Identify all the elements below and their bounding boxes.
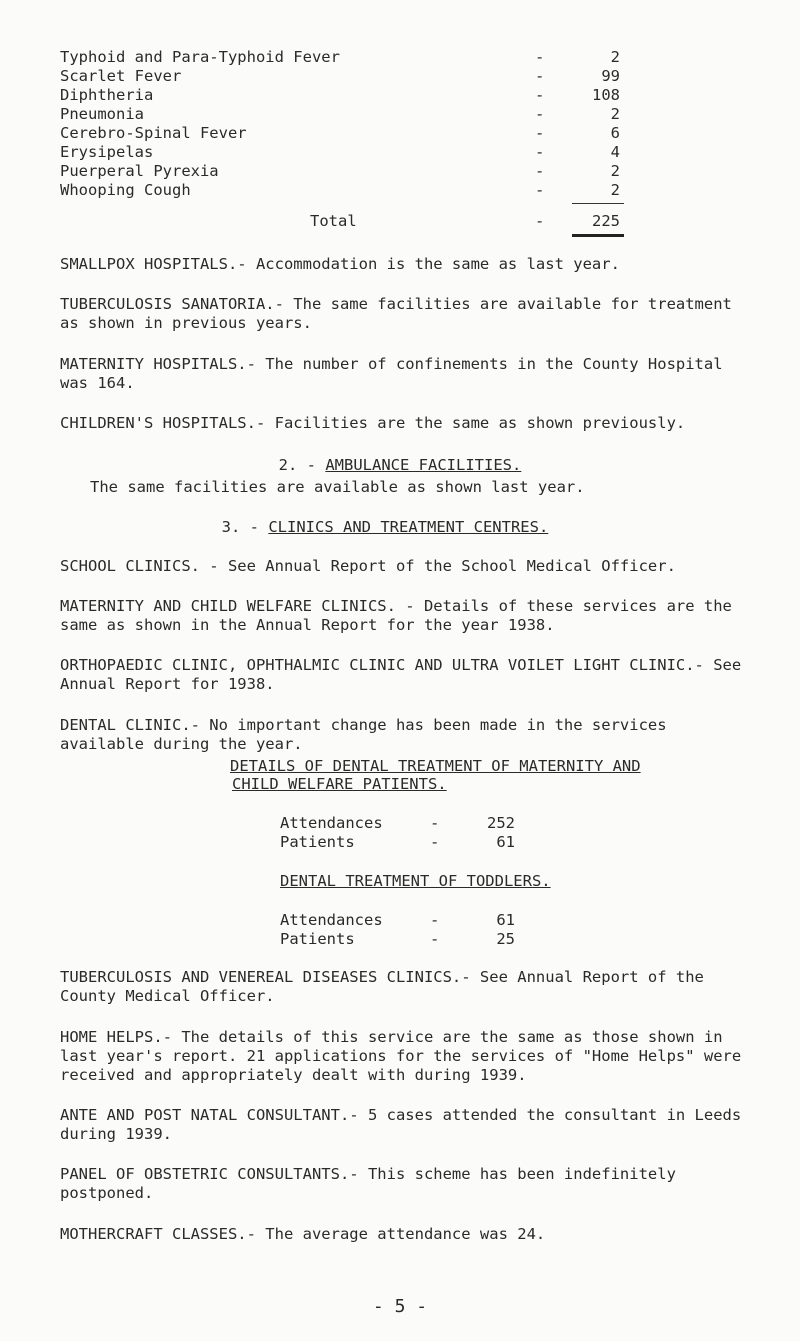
dash: -: [535, 181, 545, 199]
disease-count: 108: [592, 86, 620, 104]
stat-value: 252: [487, 814, 515, 832]
disease-name: Diphtheria: [60, 86, 154, 104]
stat-value: 61: [496, 911, 515, 929]
disease-count: 2: [610, 181, 620, 199]
table-row: [60, 86, 620, 105]
school-clinics-paragraph: SCHOOL CLINICS. - See Annual Report of the School Medical Officer.: [60, 557, 676, 575]
heading-number: 2. -: [278, 456, 326, 474]
total-label: Total: [310, 212, 357, 230]
mothercraft-paragraph: MOTHERCRAFT CLASSES.- The average attendance was 24.: [60, 1225, 546, 1243]
disease-name: Pneumonia: [60, 105, 144, 123]
dash: -: [430, 814, 440, 832]
obstetric-panel-paragraph: PANEL OF OBSTETRIC CONSULTANTS.- This scheme has been indefinitely postponed.: [60, 1165, 676, 1202]
stat-value: 25: [496, 930, 515, 948]
heading-title: AMBULANCE FACILITIES.: [325, 456, 522, 474]
table-row: [60, 181, 620, 200]
home-helps-paragraph: HOME HELPS.- The details of this service are the same as those shown in last year's report. 21 applications for the services of "Home Helps" were received and appropriately dealt with during 1939.: [60, 1028, 742, 1084]
disease-name: Puerperal Pyrexia: [60, 162, 219, 180]
table-total-row: [60, 212, 620, 231]
stat-label: Patients: [280, 833, 355, 851]
disease-name: Typhoid and Para-Typhoid Fever: [60, 48, 340, 66]
maternity-paragraph: MATERNITY HOSPITALS.- The number of confinements in the County Hospital was 164.: [60, 355, 723, 392]
page-number: - 5 -: [372, 1296, 428, 1317]
total-count: 225: [592, 212, 620, 230]
dental-mcw-heading-line1: DETAILS OF DENTAL TREATMENT OF MATERNITY AND: [230, 757, 641, 775]
dash: -: [430, 911, 440, 929]
ante-post-natal-paragraph: ANTE AND POST NATAL CONSULTANT.- 5 cases attended the consultant in Leeds during 1939.: [60, 1106, 742, 1143]
ambulance-heading: [0, 456, 800, 475]
disease-count: 2: [610, 162, 620, 180]
dental-mcw-heading-line2: CHILD WELFARE PATIENTS.: [232, 775, 447, 793]
mcw-clinics-paragraph: MATERNITY AND CHILD WELFARE CLINICS. - Details of these services are the same as shown in the Annual Report for the year 1938.: [60, 597, 732, 634]
ambulance-paragraph: The same facilities are available as shown last year.: [90, 478, 585, 496]
dash: -: [535, 86, 545, 104]
dash: -: [430, 930, 440, 948]
dash: -: [535, 212, 545, 230]
table-rule-top: [572, 203, 624, 204]
heading-number: 3. -: [221, 518, 269, 536]
childrens-paragraph: CHILDREN'S HOSPITALS.- Facilities are the same as shown previously.: [60, 414, 686, 432]
toddlers-heading: DENTAL TREATMENT OF TODDLERS.: [280, 872, 551, 890]
table-row: [60, 48, 620, 67]
dash: -: [535, 48, 545, 66]
disease-count: 6: [610, 124, 620, 142]
dash: -: [535, 124, 545, 142]
stat-label: Patients: [280, 930, 355, 948]
table-rule-bottom: [572, 234, 624, 237]
stat-label: Attendances: [280, 911, 383, 929]
table-row: [60, 143, 620, 162]
disease-name: Erysipelas: [60, 143, 154, 161]
dash: -: [535, 162, 545, 180]
table-row: [60, 124, 620, 143]
stat-value: 61: [496, 833, 515, 851]
disease-name: Scarlet Fever: [60, 67, 182, 85]
dash: -: [430, 833, 440, 851]
clinics-heading: [0, 518, 785, 537]
disease-count: 2: [610, 105, 620, 123]
dash: -: [535, 143, 545, 161]
disease-count: 4: [610, 143, 620, 161]
dash: -: [535, 105, 545, 123]
table-row: [60, 67, 620, 86]
stat-label: Attendances: [280, 814, 383, 832]
disease-name: Cerebro-Spinal Fever: [60, 124, 247, 142]
dental-clinic-paragraph: DENTAL CLINIC.- No important change has been made in the services available during the year.: [60, 716, 667, 753]
tuberculosis-paragraph: TUBERCULOSIS SANATORIA.- The same facilities are available for treatment as shown in previous years.: [60, 295, 732, 332]
ortho-clinic-paragraph: ORTHOPAEDIC CLINIC, OPHTHALMIC CLINIC AND ULTRA VOILET LIGHT CLINIC.- See Annual Report for 1938.: [60, 656, 742, 693]
dash: -: [535, 67, 545, 85]
table-row: [60, 105, 620, 124]
smallpox-paragraph: SMALLPOX HOSPITALS.- Accommodation is the same as last year.: [60, 255, 620, 273]
disease-count: 2: [610, 48, 620, 66]
heading-title: CLINICS AND TREATMENT CENTRES.: [268, 518, 549, 536]
tb-vd-paragraph: TUBERCULOSIS AND VENEREAL DISEASES CLINICS.- See Annual Report of the County Medical Officer.: [60, 968, 704, 1005]
disease-name: Whooping Cough: [60, 181, 191, 199]
disease-count: 99: [601, 67, 620, 85]
table-row: [60, 162, 620, 181]
